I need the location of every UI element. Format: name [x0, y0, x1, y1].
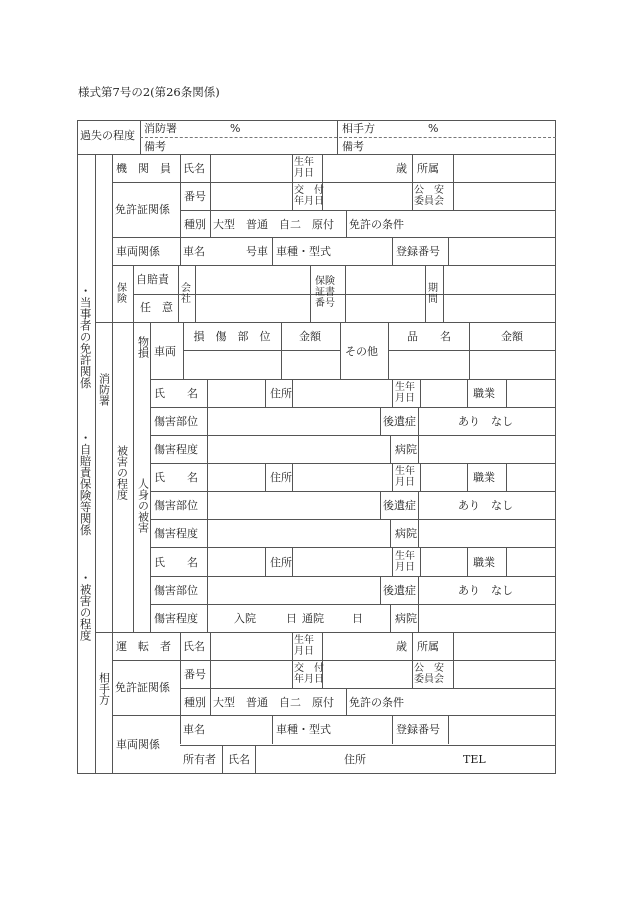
- victim-hospital-label: 病院: [395, 611, 417, 625]
- victim-injury-part-label: 傷害部位: [154, 583, 198, 597]
- victim-address-label: 住所: [270, 387, 292, 400]
- form-rule: [150, 379, 556, 380]
- victim-hospital-label: 病院: [395, 443, 417, 456]
- victim-outpatient-day: 日: [352, 611, 363, 625]
- form-rule: [380, 407, 381, 436]
- form-rule: [346, 688, 347, 716]
- form-rule: [210, 154, 211, 238]
- form-rule: [150, 519, 556, 520]
- victim-name-label: 氏 名: [154, 387, 198, 400]
- form-rule: [265, 463, 266, 492]
- form-rule: [469, 322, 470, 380]
- insurance-voluntary: 任 意: [140, 301, 173, 314]
- form-rule: [448, 715, 449, 744]
- field-label-name: 氏名: [183, 640, 205, 653]
- header-fire-dept: 消防署: [144, 122, 177, 135]
- form-rule: [112, 182, 556, 183]
- form-rule: [150, 604, 556, 605]
- form-rule: [380, 576, 381, 605]
- victim-injury-degree-label: 傷害程度: [154, 443, 198, 456]
- form-rule: [150, 407, 556, 408]
- form-rule: [77, 773, 556, 774]
- victim-sequela-choice: あり なし: [458, 583, 513, 597]
- page-title: 様式第7号の2(第26条関係): [78, 85, 220, 99]
- form-rule: [112, 660, 556, 661]
- form-rule: [150, 547, 556, 548]
- form-rule: [506, 379, 507, 408]
- victim-hospitalized: 入院: [234, 611, 256, 625]
- form-rule: [418, 435, 419, 464]
- license-rel-label: 免許証関係: [115, 203, 170, 216]
- form-rule: [412, 632, 413, 689]
- property-vehicle-label: 車両: [154, 345, 176, 358]
- victim-occupation-label: 職業: [473, 471, 495, 485]
- form-rule: [207, 463, 208, 548]
- form-rule: [195, 266, 196, 323]
- form-rule: [340, 322, 341, 380]
- form-rule: [448, 237, 449, 266]
- form-rule: [292, 379, 293, 408]
- victim-injury-part-label: 傷害部位: [154, 499, 198, 513]
- form-rule: [112, 237, 556, 238]
- form-rule: [95, 154, 96, 774]
- header-other-party-percent: %: [428, 122, 439, 135]
- form-rule: [418, 519, 419, 548]
- field-label-license-conditions: 免許の条件: [349, 696, 404, 709]
- form-rule: [180, 745, 556, 746]
- property-damage-label: 物損: [136, 336, 150, 358]
- form-rule: [77, 120, 556, 121]
- victim-injury-degree-label: 傷害程度: [154, 611, 198, 625]
- engineer-label: 機 関 員: [116, 162, 171, 175]
- form-rule: [467, 548, 468, 577]
- left-item-insurance: ・自賠責保険等関係: [78, 432, 93, 536]
- form-rule: [95, 322, 556, 323]
- form-rule: [150, 491, 556, 492]
- field-label-affiliation: 所属: [417, 162, 439, 175]
- form-rule: [506, 463, 507, 492]
- header-fire-dept-percent: %: [230, 122, 241, 135]
- form-rule: [390, 435, 391, 464]
- form-rule: [392, 237, 393, 266]
- field-label-license-conditions: 免許の条件: [349, 218, 404, 231]
- field-label-car-model: 車種・型式: [276, 723, 331, 736]
- victim-birth-label: 生年 月日: [395, 466, 415, 489]
- property-amount-label-2: 金額: [501, 330, 523, 343]
- field-label-issue-date: 交 付 年月日: [294, 663, 324, 685]
- property-amount-label: 金額: [299, 330, 321, 343]
- form-rule: [392, 548, 393, 577]
- insurance-company-label: 会 社: [181, 283, 191, 305]
- form-rule: [183, 322, 184, 380]
- field-label-birth: 生年 月日: [294, 157, 314, 179]
- form-rule: [255, 745, 256, 774]
- owner-address-label: 住所: [344, 753, 366, 766]
- vehicle-rel-label: 車両関係: [116, 245, 160, 258]
- victim-address-label: 住所: [270, 471, 292, 485]
- header-other-party: 相手方: [342, 122, 375, 135]
- form-rule: [210, 632, 211, 716]
- form-rule: [150, 322, 151, 633]
- field-label-number: 番号: [184, 190, 206, 203]
- form-rule: [388, 322, 389, 380]
- field-label-birth: 生年 月日: [294, 635, 314, 657]
- victim-sequela-label: 後遺症: [383, 583, 416, 597]
- form-rule: [207, 379, 208, 464]
- victim-sequela-label: 後遺症: [383, 415, 416, 428]
- form-rule: [292, 548, 293, 577]
- form-rule: [178, 266, 179, 323]
- victim-injury-part-label: 傷害部位: [154, 415, 198, 428]
- form-rule: [506, 548, 507, 577]
- victim-outpatient: 通院: [302, 611, 324, 625]
- form-rule: [112, 715, 556, 716]
- form-rule: [292, 463, 293, 492]
- form-rule: [310, 266, 311, 323]
- victim-injury-degree-label: 傷害程度: [154, 527, 198, 541]
- property-damage-part-label: 損 傷 部 位: [193, 330, 271, 343]
- form-rule: [180, 237, 181, 266]
- field-label-type: 種別: [184, 696, 206, 709]
- form-rule: [150, 576, 556, 577]
- victim-occupation-label: 職業: [473, 555, 495, 569]
- victim-name-label: 氏 名: [154, 555, 198, 569]
- form-rule: [180, 688, 556, 689]
- victim-hospitalized-day: 日: [286, 611, 297, 625]
- form-rule: [265, 379, 266, 408]
- field-label-reg-number: 登録番号: [396, 723, 440, 736]
- form-rule: [272, 715, 273, 744]
- field-label-public-safety: 公 安 委員会: [414, 663, 444, 685]
- field-label-public-safety: 公 安 委員会: [414, 185, 444, 207]
- form-rule: [390, 519, 391, 548]
- form-rule: [183, 350, 341, 351]
- field-label-car-model: 車種・型式: [276, 245, 331, 258]
- form-rule: [467, 379, 468, 408]
- form-rule: [390, 604, 391, 633]
- form-rule: [180, 210, 556, 211]
- owner-name-label: 氏名: [228, 753, 250, 766]
- other-vehicle-rel-label: 車両関係: [116, 738, 160, 751]
- form-rule: [420, 379, 421, 408]
- victim-sequela-choice: あり なし: [458, 415, 513, 428]
- form-rule: [150, 463, 556, 464]
- form-rule: [418, 604, 419, 633]
- group-label-other-party: 相手方: [97, 672, 111, 705]
- property-other-label: その他: [345, 345, 378, 358]
- field-label-vehicle-name: 車名: [183, 245, 205, 258]
- form-rule: [272, 237, 273, 266]
- field-label-number: 番号: [184, 668, 206, 681]
- property-item-name-label: 品 名: [407, 330, 451, 343]
- form-rule: [292, 632, 293, 689]
- form-rule: [453, 154, 454, 211]
- damage-degree-label: 被害の程度: [115, 445, 129, 500]
- form-rule: [281, 322, 282, 380]
- field-label-age: 歳: [396, 640, 407, 653]
- form-rule: [150, 435, 556, 436]
- form-rule: [180, 632, 181, 744]
- victim-sequela-label: 後遺症: [383, 499, 416, 513]
- owner-tel-label: TEL: [463, 753, 486, 766]
- form-rule: [418, 576, 419, 605]
- form-rule: [443, 266, 444, 323]
- form-rule: [112, 154, 113, 774]
- form-rule: [555, 120, 556, 774]
- form-rule: [133, 322, 134, 633]
- left-item-license: ・当事者の免許関係: [78, 285, 93, 389]
- form-rule: [418, 407, 419, 436]
- form-rule: [420, 463, 421, 492]
- field-label-affiliation: 所属: [417, 640, 439, 653]
- form-rule: [346, 210, 347, 238]
- fault-degree-label: 過失の程度: [80, 129, 135, 142]
- header-other-remarks: 備考: [342, 140, 364, 153]
- field-label-type: 種別: [184, 218, 206, 231]
- form-rule: [420, 548, 421, 577]
- insurance-jibaiseki: 自賠責: [136, 273, 169, 286]
- license-rel-label: 免許証関係: [115, 681, 170, 694]
- personal-injury-label: 人身の被害: [136, 478, 150, 533]
- form-rule: [345, 266, 346, 323]
- header-fire-remarks: 備考: [144, 140, 166, 153]
- form-rule: [425, 266, 426, 323]
- form-rule: [140, 137, 556, 138]
- insurance-policy-no-label: 保険 証書 番号: [315, 276, 335, 309]
- field-label-vehicle-name: 車名: [183, 723, 205, 736]
- license-types: 大型 普通 自二 原付: [213, 696, 334, 709]
- form-rule: [380, 491, 381, 520]
- group-label-fire-dept: 消防署: [97, 373, 111, 406]
- owner-label: 所有者: [183, 753, 216, 766]
- victim-address-label: 住所: [270, 555, 292, 569]
- form-rule: [77, 120, 78, 774]
- form-rule: [207, 548, 208, 633]
- form-rule: [412, 154, 413, 211]
- form-rule: [133, 266, 134, 323]
- form-rule: [392, 463, 393, 492]
- form-rule: [222, 745, 223, 774]
- victim-occupation-label: 職業: [473, 387, 495, 400]
- form-rule: [392, 379, 393, 408]
- victim-name-label: 氏 名: [154, 471, 198, 485]
- field-label-issue-date: 交 付 年月日: [294, 185, 324, 207]
- form-rule: [467, 463, 468, 492]
- form-rule: [388, 350, 556, 351]
- field-label-name: 氏名: [183, 162, 205, 175]
- form-rule: [418, 491, 419, 520]
- insurance-period-label: 期 間: [428, 283, 438, 305]
- insurance-label: 保 険: [117, 283, 127, 305]
- field-label-age: 歳: [396, 162, 407, 175]
- field-label-reg-number: 登録番号: [396, 245, 440, 258]
- victim-sequela-choice: あり なし: [458, 499, 513, 513]
- form-rule: [453, 632, 454, 689]
- victim-hospital-label: 病院: [395, 527, 417, 541]
- form-rule: [77, 154, 556, 155]
- form-rule: [392, 715, 393, 744]
- victim-birth-label: 生年 月日: [395, 550, 415, 573]
- victim-birth-label: 生年 月日: [395, 382, 415, 404]
- license-types: 大型 普通 自二 原付: [213, 218, 334, 231]
- field-label-car-number: 号車: [246, 245, 268, 258]
- left-item-damage: ・被害の程度: [78, 572, 93, 641]
- form-rule: [292, 154, 293, 211]
- driver-label: 運 転 者: [116, 640, 171, 653]
- form-rule: [265, 548, 266, 577]
